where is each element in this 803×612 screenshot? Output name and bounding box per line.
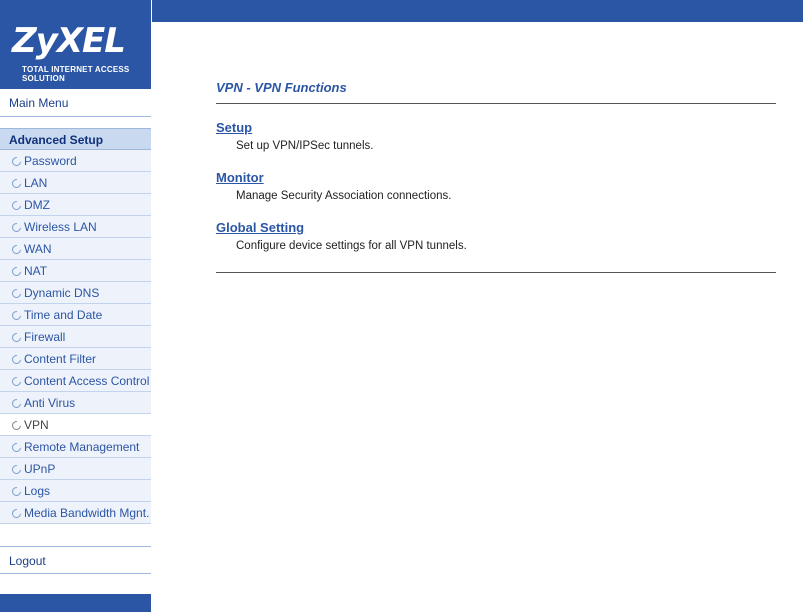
bullet-icon xyxy=(10,441,23,454)
sidebar-item-label: VPN xyxy=(24,418,49,432)
sidebar-item-anti-virus[interactable] xyxy=(0,392,151,414)
sidebar-item-label: WAN xyxy=(24,242,52,256)
bullet-icon xyxy=(10,177,23,190)
sidebar-item-label: Content Access Control xyxy=(24,374,150,388)
sidebar-item-wireless-lan[interactable] xyxy=(0,216,151,238)
setup-link[interactable]: Setup xyxy=(216,120,253,135)
sidebar-item-label: Time and Date xyxy=(24,308,103,322)
sidebar-item-label: Content Filter xyxy=(24,352,97,366)
help-link[interactable]: HELP xyxy=(752,29,787,43)
bullet-icon xyxy=(10,331,23,344)
divider-top xyxy=(216,103,776,104)
brand-logo xyxy=(0,0,152,89)
monitor-link[interactable]: Monitor xyxy=(216,170,264,185)
bullet-icon xyxy=(10,243,23,256)
sidebar-filler xyxy=(0,574,151,594)
monitor-description: Manage Security Association connections. xyxy=(236,190,452,202)
bullet-icon xyxy=(10,375,23,388)
sidebar-spacer-top xyxy=(0,117,151,128)
global-setting-description: Configure device settings for all VPN tunnels. xyxy=(236,240,467,252)
bullet-icon xyxy=(10,221,23,234)
divider-bottom xyxy=(216,272,776,273)
main-content xyxy=(216,80,776,273)
sidebar-bottom-bar xyxy=(0,594,151,612)
sidebar-item-label: NAT xyxy=(24,264,48,278)
sidebar-item-main-menu[interactable]: Main Menu xyxy=(0,89,151,117)
bullet-icon xyxy=(10,485,23,498)
bullet-icon xyxy=(10,463,23,476)
sidebar-item-label: Anti Virus xyxy=(24,396,76,410)
sidebar-item-dmz[interactable] xyxy=(0,194,151,216)
bullet-icon xyxy=(10,287,23,300)
site-map-link[interactable]: SITE MAP xyxy=(665,29,727,43)
bullet-icon xyxy=(10,507,23,520)
bullet-icon xyxy=(10,155,23,168)
sidebar-item-label: Media Bandwidth Mgnt. xyxy=(24,506,150,520)
brand-tagline: TOTAL INTERNET ACCESS SOLUTION xyxy=(22,65,130,83)
sidebar-item-label: DMZ xyxy=(24,198,50,212)
sidebar-item-upnp[interactable] xyxy=(0,458,151,480)
sidebar-item-logs[interactable] xyxy=(0,480,151,502)
brand-name-part1: Zy xyxy=(12,21,57,61)
sidebar-item-remote-management[interactable] xyxy=(0,436,151,458)
sidebar-item-wan[interactable] xyxy=(0,238,151,260)
sidebar-spacer-bottom xyxy=(0,524,151,546)
function-setup xyxy=(216,120,776,152)
sidebar-item-password[interactable] xyxy=(0,150,151,172)
brand-name xyxy=(12,21,125,61)
sidebar-item-nat[interactable] xyxy=(0,260,151,282)
function-monitor xyxy=(216,170,776,202)
sidebar-item-label: Wireless LAN xyxy=(24,220,97,234)
sidebar-item-label: Logs xyxy=(24,484,51,498)
bullet-icon xyxy=(10,265,23,278)
brand-name-part2: XEL xyxy=(56,21,125,61)
sidebar-item-content-filter[interactable] xyxy=(0,348,151,370)
sidebar-item-media-bandwidth-mgnt[interactable] xyxy=(0,502,151,524)
sidebar-item-firewall[interactable] xyxy=(0,326,151,348)
page-title: VPN - VPN Functions xyxy=(216,80,347,95)
sidebar-item-lan[interactable] xyxy=(0,172,151,194)
sidebar-section-advanced-setup: Advanced Setup xyxy=(0,128,151,150)
sidebar-item-logout[interactable]: Logout xyxy=(0,546,151,574)
sidebar-item-vpn[interactable] xyxy=(0,414,151,436)
sidebar-item-label: UPnP xyxy=(24,462,56,476)
global-setting-link[interactable]: Global Setting xyxy=(216,220,305,235)
header-links xyxy=(665,22,787,50)
sidebar-item-label: Remote Management xyxy=(24,440,140,454)
setup-description: Set up VPN/IPSec tunnels. xyxy=(236,140,374,152)
sidebar-item-dynamic-dns[interactable] xyxy=(0,282,151,304)
sidebar xyxy=(0,89,152,602)
bullet-icon xyxy=(10,309,23,322)
sidebar-item-label: Password xyxy=(24,154,77,168)
sidebar-item-label: LAN xyxy=(24,176,48,190)
bullet-icon xyxy=(10,419,23,432)
sidebar-item-label: Dynamic DNS xyxy=(24,286,100,300)
sidebar-item-content-access-control[interactable] xyxy=(0,370,151,392)
function-global-setting xyxy=(216,220,776,252)
bullet-icon xyxy=(10,397,23,410)
bullet-icon xyxy=(10,199,23,212)
sidebar-item-label: Firewall xyxy=(24,330,66,344)
bullet-icon xyxy=(10,353,23,366)
sidebar-item-time-and-date[interactable] xyxy=(0,304,151,326)
